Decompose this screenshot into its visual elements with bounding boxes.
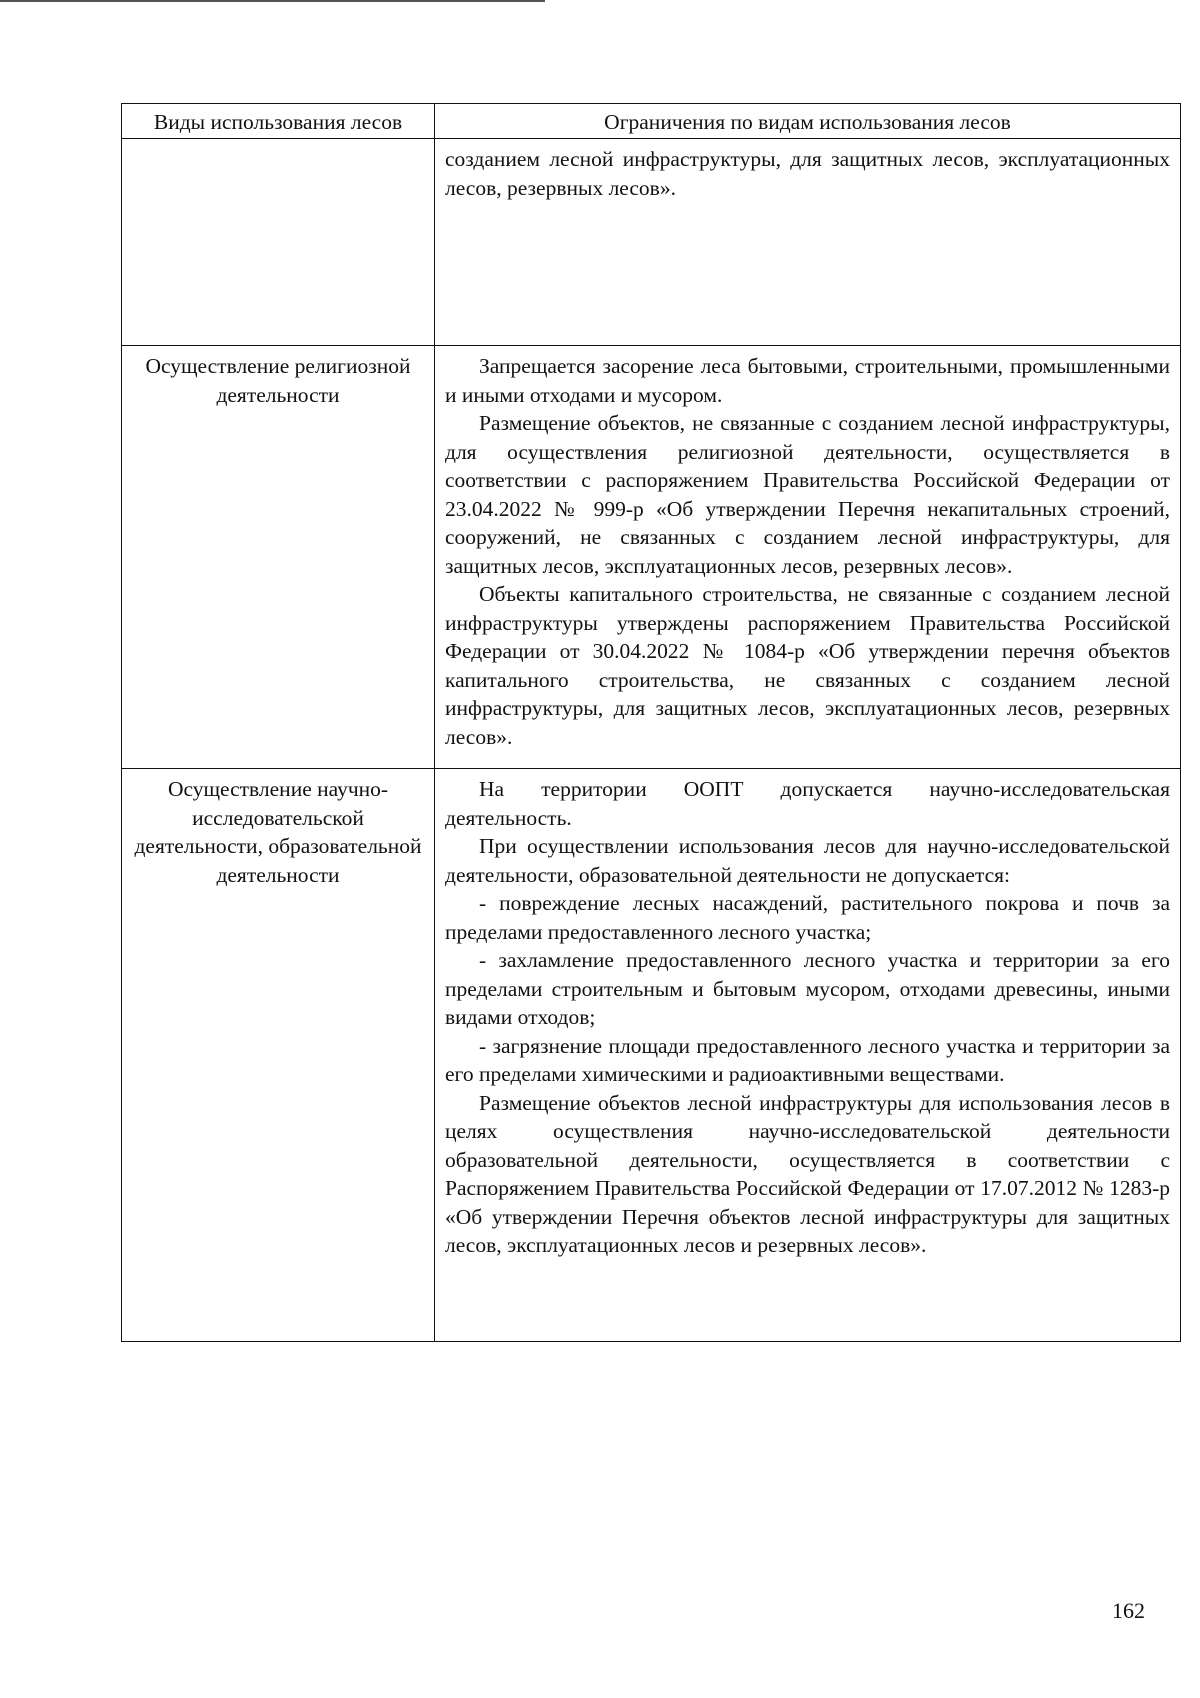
header-label: Ограничения по видам использования лесов — [604, 110, 1011, 134]
header-cell-restrictions — [435, 104, 1181, 139]
table-row — [122, 769, 1181, 1342]
restriction-paragraph: При осуществлении использования лесов для научно-исследовательской деятельности, образовательной деятельности не допускается: — [445, 834, 1170, 887]
page-number: 162 — [1112, 1598, 1145, 1623]
restriction-paragraph: - захламление предоставленного лесного участка и территории за его пределами строительным и бытовым мусором, отходами древесины, иными видами отходов; — [445, 948, 1170, 1029]
scan-edge-line — [0, 0, 545, 2]
restriction-paragraph: Объекты капитального строительства, не связанные с созданием лесной инфраструктуры утверждены распоряжением Правительства Российской Федерации от 30.04.2022 № 1084-р «Об утверждении перечня объектов капитального строительства, не связанных с созданием лесной инфраструктуры, для защитных лесов, эксплуатационных лесов, резервных лесов». — [445, 582, 1170, 749]
restriction-paragraph: - повреждение лесных насаждений, растительного покрова и почв за пределами предоставленного лесного участка; — [445, 891, 1170, 944]
forest-use-restrictions-table — [121, 103, 1181, 1342]
table-row — [122, 346, 1181, 769]
restrictions-cell — [435, 139, 1181, 346]
restriction-paragraph: На территории ООПТ допускается научно-исследовательская деятельность. — [445, 777, 1170, 830]
header-cell-forest-use-types — [122, 104, 435, 139]
forest-use-type-cell — [122, 139, 435, 346]
restriction-paragraph: Размещение объектов лесной инфраструктуры для использования лесов в целях осуществления научно-исследовательской деятельности образовательной деятельности, осуществляется в соответствии с Распоряжением Правительства Российской Федерации от 17.07.2012 № 1283-р «Об утверждении Перечня объектов лесной инфраструктуры для защитных лесов, эксплуатационных лесов и резервных лесов». — [445, 1090, 1170, 1257]
restriction-paragraph: - загрязнение площади предоставленного лесного участка и территории за его пределами химическими и радиоактивными веществами. — [445, 1033, 1170, 1086]
forest-use-type-cell: Осуществление религиозной деятельности — [122, 346, 435, 769]
table-header-row — [122, 104, 1181, 139]
forest-use-type-cell: Осуществление научно-исследовательской деятельности, образовательной деятельности — [122, 769, 435, 1342]
header-label: Виды использования лесов — [153, 110, 403, 134]
table-row — [122, 139, 1181, 346]
restrictions-cell — [435, 346, 1181, 769]
restriction-paragraph: Запрещается засорение леса бытовыми, строительными, промышленными и иными отходами и мусором. — [445, 354, 1170, 407]
restriction-paragraph: созданием лесной инфраструктуры, для защитных лесов, эксплуатационных лесов, резервных лесов». — [445, 147, 1170, 200]
restrictions-cell — [435, 769, 1181, 1342]
restriction-paragraph: Размещение объектов, не связанные с созданием лесной инфраструктуры, для осуществления религиозной деятельности, осуществляется в соответствии с распоряжением Правительства Российской Федерации от 23.04.2022 № 999-р «Об утверждении Перечня некапитальных строений, сооружений, не связанных с созданием лесной инфраструктуры, для защитных лесов, эксплуатационных лесов, резервных лесов». — [445, 411, 1170, 578]
